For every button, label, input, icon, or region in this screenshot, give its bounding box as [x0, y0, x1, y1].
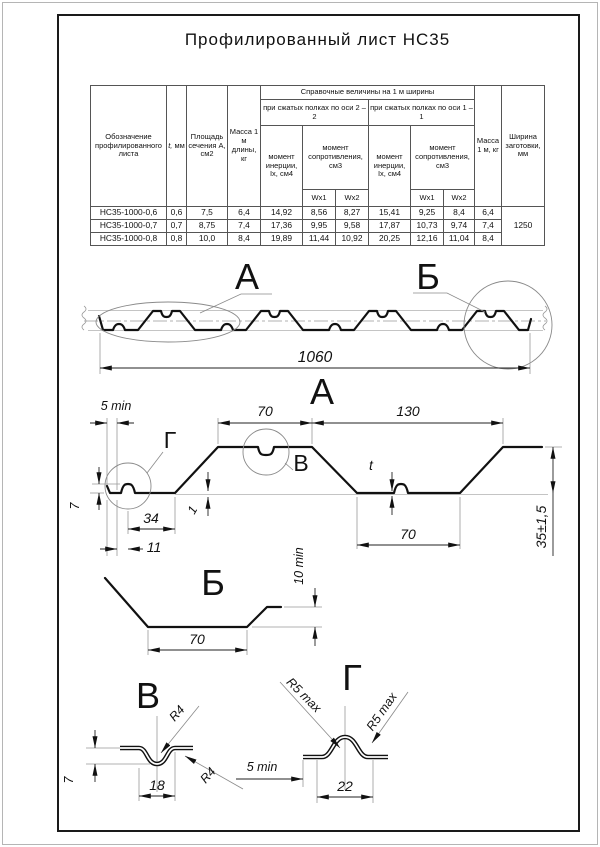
cell: 8,56 — [303, 207, 336, 220]
section-a-detail — [68, 371, 562, 556]
cell: 0,8 — [167, 233, 187, 246]
spec-table — [90, 85, 545, 246]
detail-v-title: В — [135, 675, 161, 716]
cell: 8,4 — [228, 233, 261, 246]
dim-a-70-top: 70 — [257, 403, 273, 419]
cell: НС35-1000-0,8 — [91, 233, 167, 246]
cell: 8,4 — [444, 207, 475, 220]
section-b-detail — [105, 547, 322, 655]
detail-v — [62, 675, 243, 801]
cell: 10,92 — [336, 233, 369, 246]
detail-g-title: Г — [342, 657, 362, 698]
cell: НС35-1000-0,6 — [91, 207, 167, 220]
table-row — [91, 220, 545, 233]
cell: 6,4 — [228, 207, 261, 220]
cell: 11,04 — [444, 233, 475, 246]
col-header-mass-length: Масса 1 м длины, кг — [228, 86, 261, 207]
dim-total-width: 1060 — [297, 349, 333, 366]
dim-a-34: 34 — [143, 510, 159, 526]
dim-g-5min: 5 min — [246, 760, 278, 774]
cell: 7,4 — [475, 220, 502, 233]
profile-drawings — [58, 250, 578, 830]
dim-b-70: 70 — [189, 631, 205, 647]
cell: 8,27 — [336, 207, 369, 220]
callout-b-label: Б — [416, 256, 440, 297]
full-profile-view — [82, 256, 552, 374]
cell: 8,75 — [187, 220, 228, 233]
dim-a-11: 11 — [146, 539, 162, 555]
dim-g-22: 22 — [337, 778, 353, 794]
group-header-reference: Справочные величины на 1 м ширины — [261, 86, 475, 100]
dim-v-r4-1: R4 — [166, 702, 188, 724]
cell: 14,92 — [261, 207, 303, 220]
cell: 8,4 — [475, 233, 502, 246]
cell: 6,4 — [475, 207, 502, 220]
col-header-area: Площадь сечения А, см2 — [187, 86, 228, 207]
section-a-title: А — [309, 371, 335, 412]
section-b-title: Б — [201, 562, 225, 603]
detail-g-callout-circle — [105, 463, 151, 509]
cell-blank-width: 1250 — [502, 207, 545, 246]
detail-g — [236, 657, 408, 803]
col-header-designation: Обозначение профилированного листа — [91, 86, 167, 207]
callout-a-label: А — [234, 256, 260, 297]
dim-v-r4-2: R4 — [197, 764, 219, 786]
detail-a-callout-ellipse — [96, 302, 240, 342]
dim-v-18: 18 — [149, 777, 165, 793]
table-row — [91, 207, 545, 220]
dim-a-height: 35±1,5 — [533, 505, 549, 549]
cell: НС35-1000-0,7 — [91, 220, 167, 233]
cell: 10,73 — [411, 220, 444, 233]
cell: 15,41 — [369, 207, 411, 220]
dim-a-130: 130 — [396, 403, 420, 419]
cell: 19,89 — [261, 233, 303, 246]
detail-v-callout-circle — [243, 429, 289, 475]
group-header-axis-1-1: при сжатых полках по оси 1 – 1 — [369, 100, 475, 126]
cell: 10,0 — [187, 233, 228, 246]
dim-g-r5-2: R5 max — [363, 690, 400, 734]
cell: 0,7 — [167, 220, 187, 233]
dim-a-1: 1 — [184, 503, 201, 517]
label-v-small: В — [293, 450, 309, 476]
cell: 17,87 — [369, 220, 411, 233]
section-a-profile-path — [107, 447, 542, 493]
drawing-title: Профилированный лист НС35 — [184, 30, 451, 49]
col-header-thickness — [167, 86, 187, 207]
col-header-wx1-22: Wx1 — [303, 190, 336, 207]
dim-a-t: t — [369, 457, 373, 473]
col-header-inertia-22: момент инерции, Ix, см4 — [261, 126, 303, 207]
cell: 11,44 — [303, 233, 336, 246]
label-g-small: Г — [163, 427, 177, 453]
col-header-inertia-11: момент инерции, Ix, см4 — [369, 126, 411, 207]
break-squiggle-left — [82, 306, 86, 330]
col-header-blank-width: Ширина заготовки, мм — [502, 86, 545, 207]
cell: 9,74 — [444, 220, 475, 233]
dim-v-7: 7 — [62, 776, 76, 784]
detail-b-callout-circle — [464, 281, 552, 369]
col-header-wx1-11: Wx1 — [411, 190, 444, 207]
cell: 9,25 — [411, 207, 444, 220]
thickness-unit: мм — [174, 140, 185, 150]
detail-v-sheet-path — [120, 748, 193, 764]
break-squiggle-right — [543, 306, 547, 330]
col-header-resist-11: момент сопротивления, см3 — [411, 126, 475, 190]
table-row — [91, 233, 545, 246]
cell: 7,5 — [187, 207, 228, 220]
cell: 17,36 — [261, 220, 303, 233]
dim-b-10min: 10 min — [292, 547, 306, 585]
cell: 20,25 — [369, 233, 411, 246]
cell: 12,16 — [411, 233, 444, 246]
section-b-profile-path — [105, 578, 281, 627]
group-header-axis-2-2: при сжатых полках по оси 2 – 2 — [261, 100, 369, 126]
col-header-wx2-22: Wx2 — [336, 190, 369, 207]
cell: 9,95 — [303, 220, 336, 233]
cell: 7,4 — [228, 220, 261, 233]
col-header-resist-22: момент сопротивления, см3 — [303, 126, 369, 190]
thickness-symbol: t, — [168, 140, 173, 150]
detail-g-sheet-path — [303, 737, 388, 757]
col-header-mass-1m: Масса 1 м, кг — [475, 86, 502, 207]
dim-a-70-bottom: 70 — [400, 526, 416, 542]
cell: 0,6 — [167, 207, 187, 220]
dim-a-7: 7 — [68, 502, 82, 510]
full-profile-path — [99, 311, 531, 330]
dim-g-r5-1: R5 max — [283, 674, 325, 716]
col-header-wx2-11: Wx2 — [444, 190, 475, 207]
cell: 9,58 — [336, 220, 369, 233]
dim-a-5min: 5 min — [100, 399, 132, 413]
